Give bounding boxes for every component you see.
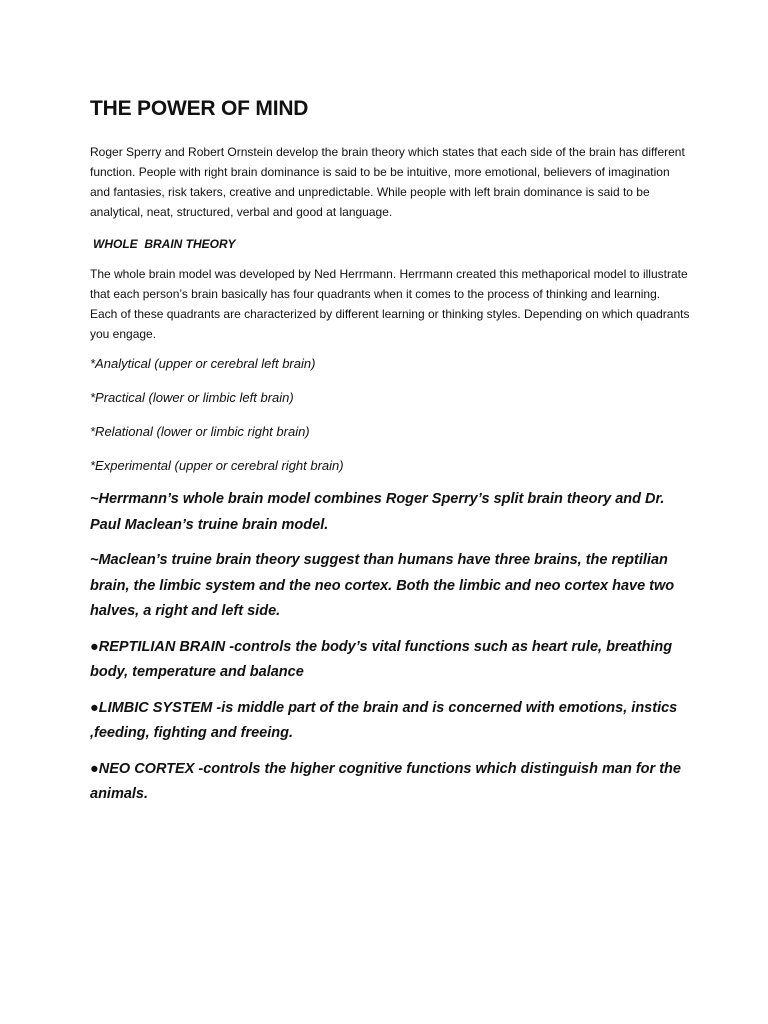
intro-paragraph: Roger Sperry and Robert Ornstein develop the brain theory which states that each side of the brain has different function. People with right brain dominance is said to be be intuitive, more emotional, believers of imagination and fantasies, risk takers, creative and unpredictable. While people with left brain dominance is said to be analytical, neat, structured, verbal and good at language.	[90, 145, 685, 219]
note-herrmann-model: ~Herrmann’s whole brain model combines Roger Sperry’s split brain theory and Dr. Paul Maclean’s truine brain model.	[90, 491, 665, 533]
note-reptilian-brain: ●REPTILIAN BRAIN -controls the body’s vital functions such as heart rule, breathing body, temperature and balance	[90, 638, 673, 680]
note-maclean-theory: ~Maclean’s truine brain theory suggest than humans have three brains, the reptilian brain, the limbic system and the neo cortex. Both the limbic and neo cortex have two halves, a right and left side.	[90, 552, 675, 619]
quadrant-item-analytical: *Analytical (upper or cerebral left brain)	[90, 356, 316, 371]
section-heading: WHOLE BRAIN THEORY	[93, 237, 236, 251]
page-title: THE POWER OF MIND	[90, 97, 309, 120]
note-limbic-system: ●LIMBIC SYSTEM -is middle part of the brain and is concerned with emotions, instics ,feeding, fighting and freeing.	[90, 699, 678, 741]
whole-brain-paragraph: The whole brain model was developed by Ned Herrmann. Herrmann created this methaporical model to illustrate that each person’s brain basically has four quadrants when it comes to the process of thinking and learning. Each of these quadrants are characterized by different learning or thinking styles. Depending on which quadrants you engage.	[90, 267, 690, 341]
quadrant-item-relational: *Relational (lower or limbic right brain)	[90, 424, 310, 439]
quadrant-item-practical: *Practical (lower or limbic left brain)	[90, 390, 294, 405]
note-neo-cortex: ●NEO CORTEX -controls the higher cognitive functions which distinguish man for the animals.	[90, 760, 681, 802]
quadrant-item-experimental: *Experimental (upper or cerebral right brain)	[90, 458, 344, 473]
document-page	[90, 95, 690, 818]
